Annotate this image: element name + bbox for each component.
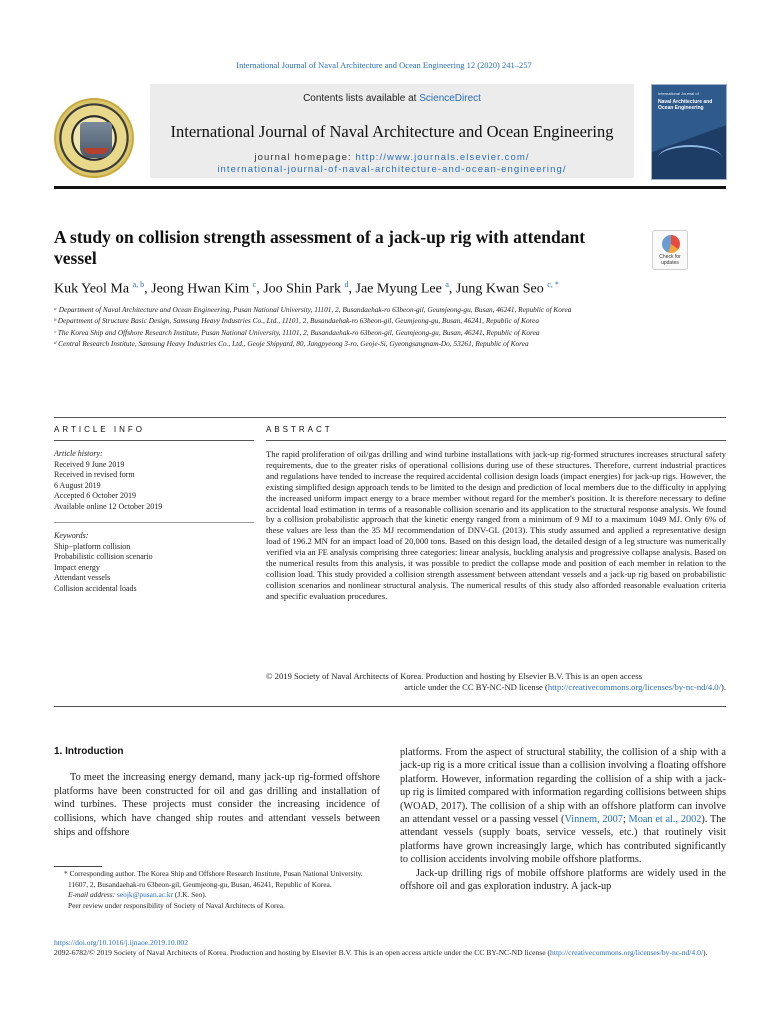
author-name[interactable]: Jae Myung Lee [355, 281, 442, 297]
abstract-rule [266, 440, 726, 441]
homepage-label: journal homepage: [254, 152, 356, 163]
corresponding-author-note: * Corresponding author. The Korea Ship and Offshore Research Institute, Pusan National University. 11607, 2, Busandaehak-ro 63beon-gil, Geumjeong-gu, Busan, 46241, Republic of Korea. [64, 869, 363, 889]
footnote-rule [54, 866, 102, 867]
email-link[interactable]: seojk@pusan.ac.kr [117, 890, 174, 900]
issn-line [54, 948, 726, 959]
issn-license-link[interactable]: http://creativecommons.org/licenses/by-nc-nd/4.0/ [550, 948, 703, 957]
affiliation: ᵇ Department of Structure Basic Design, Samsung Heavy Industries Co., Ltd., 11101, 2, Busandaehak-ro 63beon-gil, Geumjeong-gu, Busan, 46241, Republic of Korea [54, 316, 540, 326]
affiliation: ᶜ The Korea Ship and Offshore Research Institute, Pusan National University, 11101, 2, Busandaehak-ro 63beon-gil, Geumjeong-gu, Busan, 46241, Republic of Korea [54, 327, 540, 337]
license-link[interactable]: http://creativecommons.org/licenses/by-nc-nd/4.0/ [547, 681, 721, 692]
reference-link[interactable]: Vinnem, 2007 [564, 814, 623, 826]
abstract-heading: ABSTRACT [266, 425, 333, 434]
intro-paragraph-right [400, 746, 726, 867]
author-affil-link[interactable]: c [252, 280, 257, 289]
keyword: Probabilistic collision scenario [54, 552, 153, 561]
article-info-heading: ARTICLE INFO [54, 425, 145, 434]
homepage-url-1[interactable]: http://www.journals.elsevier.com/ [355, 152, 530, 163]
affiliations [54, 305, 714, 351]
email-suffix: (J.K. Seo). [173, 890, 207, 900]
journal-title: International Journal of Naval Architecture and Ocean Engineering [170, 122, 614, 141]
footnotes [54, 869, 380, 911]
keywords [54, 531, 254, 594]
email-label: E-mail address: [68, 890, 117, 900]
journal-homepage [150, 152, 634, 176]
author-name[interactable]: Joo Shin Park [263, 281, 341, 297]
article-title: A study on collision strength assessment of a jack-up rig with attendant vessel [54, 227, 586, 268]
contents-prefix: Contents lists available at [303, 93, 420, 104]
check-for-updates-button[interactable] [652, 230, 688, 270]
issn-suffix: ). [703, 948, 708, 957]
license-suffix: ). [720, 681, 726, 692]
copyright-line-1: © 2019 Society of Naval Architects of Korea. Production and hosting by Elsevier B.V. This is an open access [266, 671, 642, 681]
doi-link[interactable]: https://doi.org/10.1016/j.ijnaoe.2019.10.002 [54, 938, 189, 947]
license-prefix: article under the CC BY-NC-ND license ( [404, 681, 548, 692]
article-history [54, 449, 254, 512]
journal-banner [54, 84, 726, 186]
history-item: Available online 12 October 2019 [54, 501, 163, 511]
society-logo [54, 98, 134, 178]
author-name[interactable]: Kuk Yeol Ma [54, 281, 130, 297]
reference-link[interactable]: Moan et al., 2002 [628, 814, 702, 826]
keyword: Ship−platform collision [54, 541, 131, 551]
intro-column-right [400, 746, 726, 893]
running-head[interactable]: International Journal of Naval Architecture and Ocean Engineering 12 (2020) 241–257 [236, 60, 532, 70]
email-note [54, 890, 380, 901]
banner-center [150, 84, 634, 178]
keyword: Collision accidental loads [54, 583, 137, 593]
intro-text: platforms. From the aspect of structural stability, the collision of a ship with a jack-up rig is a more critical issue than a collision involving a floating offshore platform. However, information regarding the collision of a ship with a jack-up rig is limited compared with information regarding collisions between ships (WOAD, 2017). The collision of a ship with an offshore platform can involve an attendant vessel or a passing vessel ( [400, 747, 726, 826]
issn-text: 2092-6782/© 2019 Society of Naval Architects of Korea. Production and hosting by Elsevier B.V. This is an open access article under the CC BY-NC-ND license ( [54, 948, 551, 957]
intro-text: ). The attendant vessels (supply boats, service vessels, etc.) that routinely visit platforms have grown increasingly large, which has contributed significantly to collision accidents involving mobile offshore platforms. [400, 814, 726, 866]
abstract-copyright [266, 671, 726, 693]
logo-ship-icon [84, 148, 108, 154]
cover-wave-graphic [658, 145, 722, 171]
copyright-line-2 [266, 682, 726, 693]
history-item: Accepted 6 October 2019 [54, 491, 136, 500]
peer-review-note: Peer review under responsibility of Society of Naval Architects of Korea. [68, 900, 285, 910]
history-label: Article history: [54, 449, 103, 458]
section-heading-introduction: 1. Introduction [54, 746, 124, 757]
keywords-rule [54, 522, 254, 523]
history-item: Received 9 June 2019 [54, 459, 125, 469]
cover-subtitle: International Journal of [658, 91, 699, 96]
author-affil-link[interactable]: a, b [132, 280, 145, 289]
author-name[interactable]: Jung Kwan Seo [455, 281, 544, 297]
keyword: Impact energy [54, 562, 100, 572]
author-name[interactable]: Jeong Hwan Kim [151, 281, 250, 297]
author-list: Kuk Yeol Ma $^{a, b}$, Jeong Hwan Kim $^c$, Joo Shin Park $^d$, Jae Myung Lee $^a$, Jung Kwan Seo $^{c, *}$ [54, 280, 559, 297]
abstract-bottom-rule [54, 706, 726, 707]
intro-paragraph-left: To meet the increasing energy demand, many jack-up rig-formed offshore platforms have been constructed for oil and gas drilling and installation of wind turbines. These projects must consider the increasing incidence of collisions, which have changed ship routes and attendant vessels between ships and offshore [54, 772, 380, 838]
sciencedirect-link[interactable]: ScienceDirect [419, 93, 481, 104]
keyword: Attendant vessels [54, 573, 111, 582]
author-affil-link[interactable]: c, * [547, 280, 559, 289]
author-affil-link[interactable]: a [445, 280, 449, 289]
affiliation: ᵈ Central Research Institute, Samsung Heavy Industries Co., Ltd., Geoje Shipyard, 80, Jangpyeong 3-ro, Geoje-Si, Gyeongsangnam-Do, 53261, Republic of Korea [54, 339, 529, 349]
ref-separator: ; [622, 814, 629, 826]
author-affil-link[interactable]: d [344, 280, 349, 289]
abstract-text: The rapid proliferation of oil/gas drilling and wind turbine installations with jack-up rig-formed structures increases structural safety requirements, due to the greater risks of operational collisions during use of these structures. Therefore, current industrial practices and regulations have tended to increase the required accidental collision design loads (impact energies) for jack-up rigs. However, the existing simplified design approach tends to be limited to the design and prediction of local members due to the difficulty in applying the increased uniform impact energy to a brace member without regard for the member's position. It is therefore necessary to define accidental load estimation in terms of a reasonable collision scenario and its application to the structural response analysis. We found by a collision probabilistic approach that the kinetic energy ranged from a minimum of 9 MJ to a maximum 1049 MJ. Only 6% of these values are less than the 35 MJ recommendation of DNV-GL (2013). This study assumed and applied a representative design load of 196.2 MN for an impact load of 20,000 tons. Based on this design load, the detailed design of a leg structure was numerically verified via an FE analysis comprising three categories: linear analysis, buckling analysis and progressive collapse analysis. Based on the numerical results from this analysis, it was possible to predict the collapse mode and position of each member in relation to the collision load. This study provided a collision strength assessment between attendant vessels and a jack-up rig based on probabilistic collision scenarios and nonlinear structural analysis. The numerical results of this study also afforded reasonable evaluation criteria and specific evaluation procedures. [266, 449, 726, 601]
affiliation-divider [54, 417, 726, 418]
history-item: 6 August 2019 [54, 480, 101, 490]
check-updates-label: Check for updates [659, 254, 681, 266]
check-updates-icon [662, 235, 680, 253]
cover-title: Naval Architecture and Ocean Engineering [658, 99, 713, 111]
affiliation: ᵃ Department of Naval Architecture and Ocean Engineering, Pusan National University, 11101, 2, Busandaehak-ro 63beon-gil, Geumjeong-gu, Busan, 46241, Republic of Korea [54, 305, 572, 314]
header-rule [54, 186, 726, 189]
keywords-label: Keywords: [54, 531, 89, 540]
intro-paragraph-right-2: Jack-up drilling rigs of mobile offshore platforms are widely used in the offshore oil and gas exploration industry. A jack-up [400, 867, 726, 893]
journal-cover-image[interactable] [651, 84, 727, 180]
article-info-rule [54, 440, 254, 441]
history-item: Received in revised form [54, 470, 135, 479]
homepage-url-2[interactable]: international-journal-of-naval-architecture-and-ocean-engineering/ [217, 164, 567, 175]
contents-line [150, 93, 634, 104]
